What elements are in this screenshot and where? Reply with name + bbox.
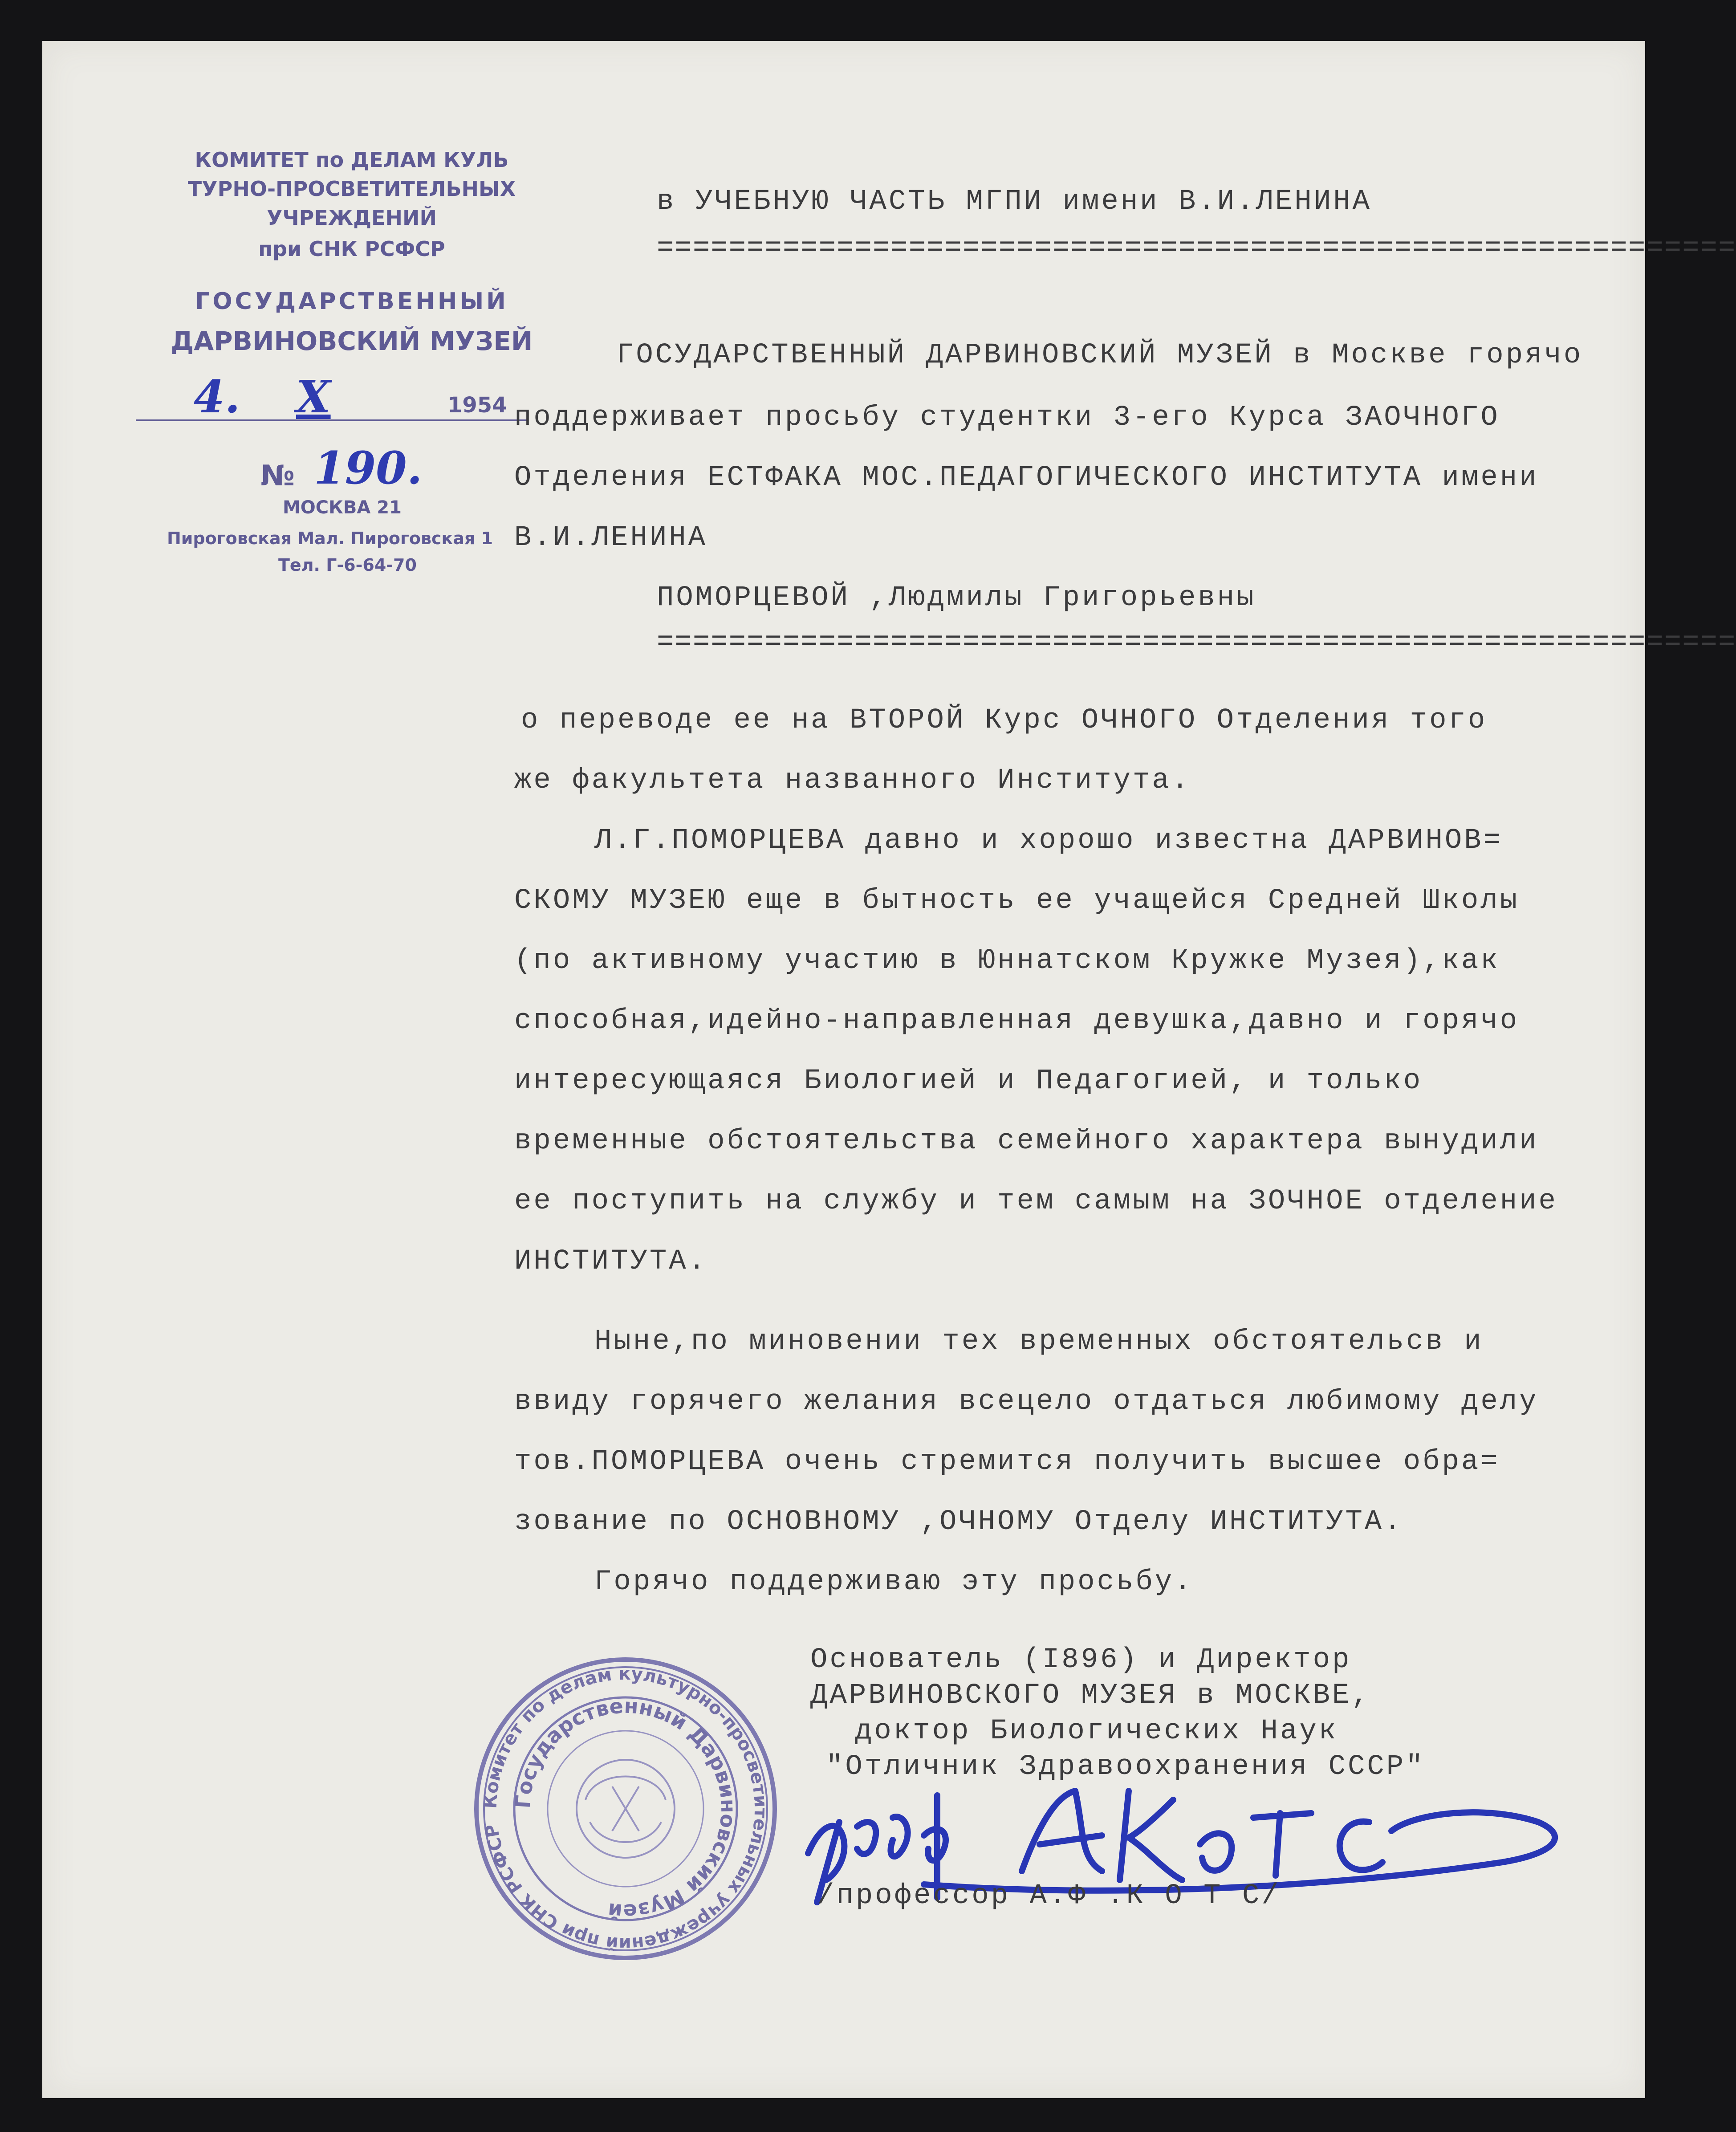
stamp-address-1: МОСКВА 21 (283, 497, 402, 518)
p4-line-2: ввиду горячего желания всецело отдаться любимому делу (514, 1386, 1539, 1418)
stamp-address-2: Пироговская Мал. Пироговская 1 (167, 529, 493, 548)
p3-line-4: способная,идейно-направленная девушка,давно и горячо (514, 1005, 1520, 1037)
stamp-line-3: УЧРЕЖДЕНИЙ (267, 206, 437, 230)
p3-line-3: (по активному участию в Юннатском Кружке Музея),как (514, 945, 1500, 977)
signature-title-3: доктор Биологических Наук (855, 1715, 1338, 1747)
stamp-line-6: ДАРВИНОВСКИЙ МУЗЕЙ (171, 326, 533, 356)
stamp-phone: Тел. Г-6-64-70 (278, 555, 417, 575)
addressee-underline: ============================================================ (657, 232, 1736, 264)
student-name: ПОМОРЦЕВОЙ ,Людмилы Григорьевны (657, 582, 1256, 614)
p3-line-7: ее поступить на службу и тем самым на ЗОЧНОЕ отделение (514, 1185, 1558, 1217)
stamp-number-value: 190. (314, 442, 423, 494)
p4-line-3: тов.ПОМОРЦЕВА очень стремится получить высшее обра= (514, 1446, 1500, 1478)
closing-line: Горячо поддерживаю эту просьбу. (594, 1566, 1194, 1598)
stamp-date-day: 4. (194, 370, 240, 423)
addressee-line: в УЧЕБНУЮ ЧАСТЬ МГПИ имени В.И.ЛЕНИНА (657, 186, 1372, 218)
stamp-line-5: ГОСУДАРСТВЕННЫЙ (195, 288, 508, 315)
student-name-underline: ============================================================ (657, 627, 1736, 659)
signature-typed: /профессор А.Ф .К О Т С/ (817, 1880, 1281, 1912)
p3-line-2: СКОМУ МУЗЕЮ еще в бытность ее учащейся Средней Школы (514, 885, 1520, 917)
p3-line-6: временные обстоятельства семейного характера вынудили (514, 1125, 1539, 1157)
stamp-line-1: КОМИТЕТ по ДЕЛАМ КУЛЬ (195, 148, 509, 172)
p3-line-8: ИНСТИТУТА. (514, 1245, 708, 1278)
p4-line-1: Ныне,по миновении тех временных обстоятельсв и (594, 1326, 1484, 1358)
document-sheet (42, 41, 1736, 2098)
p1-line-3: Отделения ЕСТФАКА МОС.ПЕДАГОГИЧЕСКОГО ИНСТИТУТА имени (514, 462, 1539, 494)
corner-stamp (127, 103, 577, 593)
round-seal (470, 1653, 781, 1965)
stamp-date-year: 1954 (447, 393, 507, 418)
signature-title-2: ДАРВИНОВСКОГО МУЗЕЯ в МОСКВЕ, (810, 1680, 1371, 1712)
signature-title-4: "Отличник Здравоохранения СССР" (826, 1751, 1425, 1783)
p2-line-1: о переводе ее на ВТОРОЙ Курс ОЧНОГО Отделения того (521, 704, 1488, 736)
stamp-line-4: при СНК РСФСР (258, 237, 445, 261)
p4-line-4: зование по ОСНОВНОМУ ,ОЧНОМУ Отделу ИНСТИТУТА. (514, 1506, 1403, 1538)
stamp-line-2: ТУРНО-ПРОСВЕТИТЕЛЬНЫХ (187, 177, 516, 201)
p1-line-4: В.И.ЛЕНИНА (514, 522, 708, 554)
p1-line-1: ГОСУДАРСТВЕННЫЙ ДАРВИНОВСКИЙ МУЗЕЙ в Москве горячо (617, 339, 1583, 371)
p3-line-5: интересующаяся Биологией и Педагогией, и только (514, 1065, 1423, 1097)
p2-line-2: же факультета названного Института. (514, 765, 1191, 797)
seal-emblem (577, 1760, 675, 1858)
signature-title-1: Основатель (I896) и Директор (810, 1644, 1352, 1676)
round-seal-outer-text: Комитет по делам культурно-просветительных учреждений при СНК РСФСР (480, 1663, 771, 1954)
stamp-date-month: X (296, 370, 331, 423)
stamp-number-label: № (260, 460, 295, 492)
p3-line-1: Л.Г.ПОМОРЦЕВА давно и хорошо известна ДАРВИНОВ= (594, 825, 1503, 857)
p1-line-2: поддерживает просьбу студентки 3-его Курса ЗАОЧНОГО (514, 402, 1500, 434)
round-seal-inner-text: Государственный Дарвиновский Музей (510, 1693, 741, 1924)
